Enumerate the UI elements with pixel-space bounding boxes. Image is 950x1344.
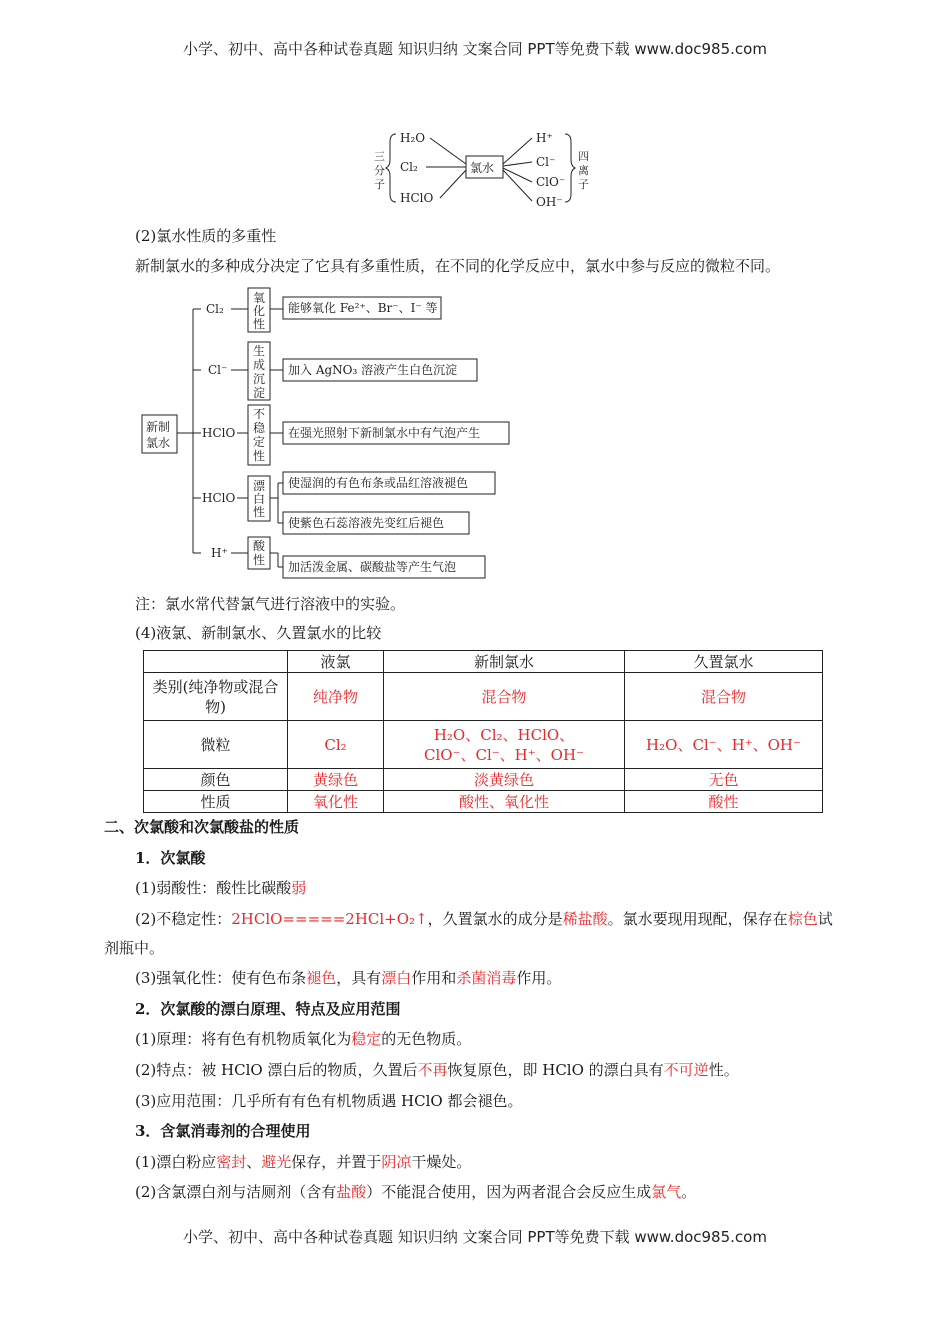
text-run: (1)原理：将有色有机物质氧化为 (135, 1030, 352, 1048)
highlight: 密封 (216, 1153, 247, 1171)
property-bleaching-1: 漂 (253, 479, 266, 493)
table-cell: H₂O、Cl₂、HClO、ClO⁻、Cl⁻、H⁺、OH⁻ (384, 721, 625, 769)
property-precipitate-1: 生 (253, 344, 266, 358)
effect-oxidize-ions: 能够氧化 Fe²⁺、Br⁻、I⁻ 等 (288, 301, 438, 315)
table-cell: 酸性 (625, 791, 823, 813)
page-header: 小学、初中、高中各种试卷真题 知识归纳 文案合同 PPT等免费下载 www.doc985.com (183, 40, 767, 58)
highlight: 阴凉 (381, 1153, 412, 1171)
text-run: 作用和 (411, 969, 457, 987)
particle-cl2: Cl₂ (206, 302, 224, 316)
particle-hclo-2: HClO (202, 491, 236, 505)
text-run: 干燥处。 (411, 1153, 472, 1171)
property-precipitate-2: 成 (253, 358, 266, 372)
text-run: (1)弱酸性：酸性比碳酸 (135, 879, 292, 897)
property-acidic-2: 性 (253, 553, 266, 567)
property-bleaching-2: 白 (253, 492, 266, 506)
particle-cl-minus: Cl⁻ (208, 363, 228, 377)
table-cell: H₂O、Cl⁻、H⁺、OH⁻ (625, 721, 823, 769)
ion-cl-minus: Cl⁻ (536, 155, 556, 169)
s2-paragraph-1 (135, 1028, 471, 1049)
property-oxidizing-1: 氧 (253, 291, 266, 305)
table-cell: 黄绿色 (288, 769, 384, 791)
highlight: 盐酸 (336, 1183, 367, 1201)
table-header-cell: 新制氯水 (384, 651, 625, 673)
s1-paragraph-2-cont: 剂瓶中。 (104, 939, 165, 957)
effect-bubbles-in-light: 在强光照射下新制氯水中有气泡产生 (288, 426, 481, 440)
molecule-hclo: HClO (400, 191, 434, 205)
property-oxidizing-2: 化 (253, 304, 266, 318)
highlight: 弱 (291, 879, 307, 897)
property-unstable-3: 定 (253, 435, 266, 449)
four-ions-label-1: 四 (578, 150, 589, 163)
highlight: 不可逆 (663, 1061, 709, 1079)
table-cell: 混合物 (625, 673, 823, 721)
row-label: 微粒 (144, 721, 288, 769)
text-run: ，具有 (336, 969, 382, 987)
table-cell: Cl₂ (288, 721, 384, 769)
table-row (144, 769, 823, 791)
chlorine-water-center-label: 氯水 (470, 161, 495, 175)
text-run: 的无色物质。 (381, 1030, 472, 1048)
table-row (144, 721, 823, 769)
property-oxidizing-3: 性 (253, 317, 266, 331)
section-2-intro: 新制氯水的多种成分决定了它具有多重性质，在不同的化学反应中，氯水中参与反应的微粒不同。 (135, 257, 781, 275)
part-2-title: 二、次氯酸和次氯酸盐的性质 (104, 818, 300, 836)
table-cell: 氧化性 (288, 791, 384, 813)
particle-hclo-1: HClO (202, 426, 236, 440)
three-molecules-label-1: 三 (374, 150, 385, 163)
s3-paragraph-1 (135, 1151, 471, 1172)
property-unstable-1: 不 (253, 407, 266, 421)
s2-paragraph-2 (135, 1059, 739, 1080)
text-run: ）不能混合使用，因为两者混合会反应生成 (366, 1183, 652, 1201)
property-bleaching-3: 性 (253, 505, 266, 519)
row-label: 性质 (144, 791, 288, 813)
table-cell: 酸性、氧化性 (384, 791, 625, 813)
root-label-2: 氯水 (146, 436, 171, 450)
s1-paragraph-2 (135, 908, 833, 929)
page-footer: 小学、初中、高中各种试卷真题 知识归纳 文案合同 PPT等免费下载 www.doc985.com (183, 1228, 767, 1246)
property-unstable-2: 稳 (253, 421, 266, 435)
table-row (144, 673, 823, 721)
text-run: (2)特点：被 HClO 漂白后的物质，久置后 (135, 1061, 418, 1079)
text-run: (2)含氯漂白剂与洁厕剂（含有 (135, 1183, 337, 1201)
property-unstable-4: 性 (253, 449, 266, 463)
three-molecules-label-2: 分 (374, 164, 385, 177)
effect-metal-carbonate-bubbles: 加活泼金属、碳酸盐等产生气泡 (288, 560, 457, 574)
s2-paragraph-3: (3)应用范围：几乎所有有色有机物质遇 HClO 都会褪色。 (135, 1092, 523, 1110)
s1-paragraph-3 (135, 967, 561, 988)
text-run: ，久置氯水的成分是 (427, 910, 563, 928)
highlight: 稳定 (351, 1030, 382, 1048)
ion-h-plus: H⁺ (536, 131, 553, 145)
text-run: 。氯水要现用现配，保存在 (607, 910, 788, 928)
property-precipitate-3: 沉 (253, 372, 266, 386)
table-header-cell: 久置氯水 (625, 651, 823, 673)
text-run: 。 (681, 1183, 697, 1201)
effect-agno3-precipitate: 加入 AgNO₃ 溶液产生白色沉淀 (288, 363, 458, 377)
text-run: 保存，并置于 (291, 1153, 382, 1171)
molecule-cl2: Cl₂ (400, 160, 418, 174)
text-run: (1)漂白粉应 (135, 1153, 217, 1171)
note: 注：氯水常代替氯气进行溶液中的实验。 (135, 595, 406, 613)
highlight: 避光 (261, 1153, 292, 1171)
text-run: 试 (817, 910, 833, 928)
table-cell: 淡黄绿色 (384, 769, 625, 791)
text-run: 、 (246, 1153, 262, 1171)
chlorine-water-properties-diagram (135, 285, 515, 585)
row-label: 类别(纯净物或混合物) (144, 673, 288, 721)
highlight: 稀盐酸 (562, 910, 608, 928)
section-2-title: (2)氯水性质的多重性 (135, 227, 277, 245)
text-run: (2)不稳定性： (135, 910, 232, 928)
highlight: 杀菌消毒 (456, 969, 517, 987)
property-precipitate-4: 淀 (253, 386, 266, 400)
four-ions-label-2: 离 (578, 164, 589, 177)
four-ions-label-3: 子 (578, 178, 589, 191)
property-acidic-1: 酸 (253, 539, 266, 553)
table-cell: 纯净物 (288, 673, 384, 721)
subsection-1-title: 1．次氯酸 (135, 849, 206, 867)
highlight: 棕色 (787, 910, 818, 928)
ion-clo-minus: ClO⁻ (536, 175, 566, 189)
particle-h-plus: H⁺ (211, 546, 228, 560)
equation: 2HClO=====2HCl+O₂↑ (231, 910, 428, 928)
text-run: 作用。 (516, 969, 562, 987)
highlight: 漂白 (381, 969, 412, 987)
text-run: 恢复原色，即 HClO 的漂白具有 (447, 1061, 664, 1079)
comparison-table (143, 650, 823, 813)
row-label: 颜色 (144, 769, 288, 791)
highlight: 氯气 (651, 1183, 682, 1201)
s1-paragraph-1 (135, 877, 306, 898)
three-molecules-label-3: 子 (374, 178, 385, 191)
effect-bleach-cloth: 使湿润的有色布条或品红溶液褪色 (288, 476, 469, 490)
text-run: (3)强氧化性：使有色布条 (135, 969, 307, 987)
highlight: 褪色 (306, 969, 337, 987)
table-header-cell: 液氯 (288, 651, 384, 673)
section-4-title: (4)液氯、新制氯水、久置氯水的比较 (135, 624, 382, 642)
table-cell: 混合物 (384, 673, 625, 721)
s3-paragraph-2 (135, 1181, 696, 1202)
text-run: 性。 (708, 1061, 739, 1079)
subsection-2-title: 2．次氯酸的漂白原理、特点及应用范围 (135, 1000, 401, 1018)
table-row (144, 791, 823, 813)
ion-oh-minus: OH⁻ (536, 195, 563, 209)
table-cell: 无色 (625, 769, 823, 791)
molecule-h2o: H₂O (400, 131, 426, 145)
effect-litmus: 使紫色石蕊溶液先变红后褪色 (288, 516, 445, 530)
highlight: 不再 (417, 1061, 448, 1079)
subsection-3-title: 3．含氯消毒剂的合理使用 (135, 1122, 311, 1140)
root-label-1: 新制 (146, 420, 171, 434)
table-header-row (144, 651, 823, 673)
table-header-cell (144, 651, 288, 673)
chlorine-water-composition-diagram (360, 120, 600, 215)
